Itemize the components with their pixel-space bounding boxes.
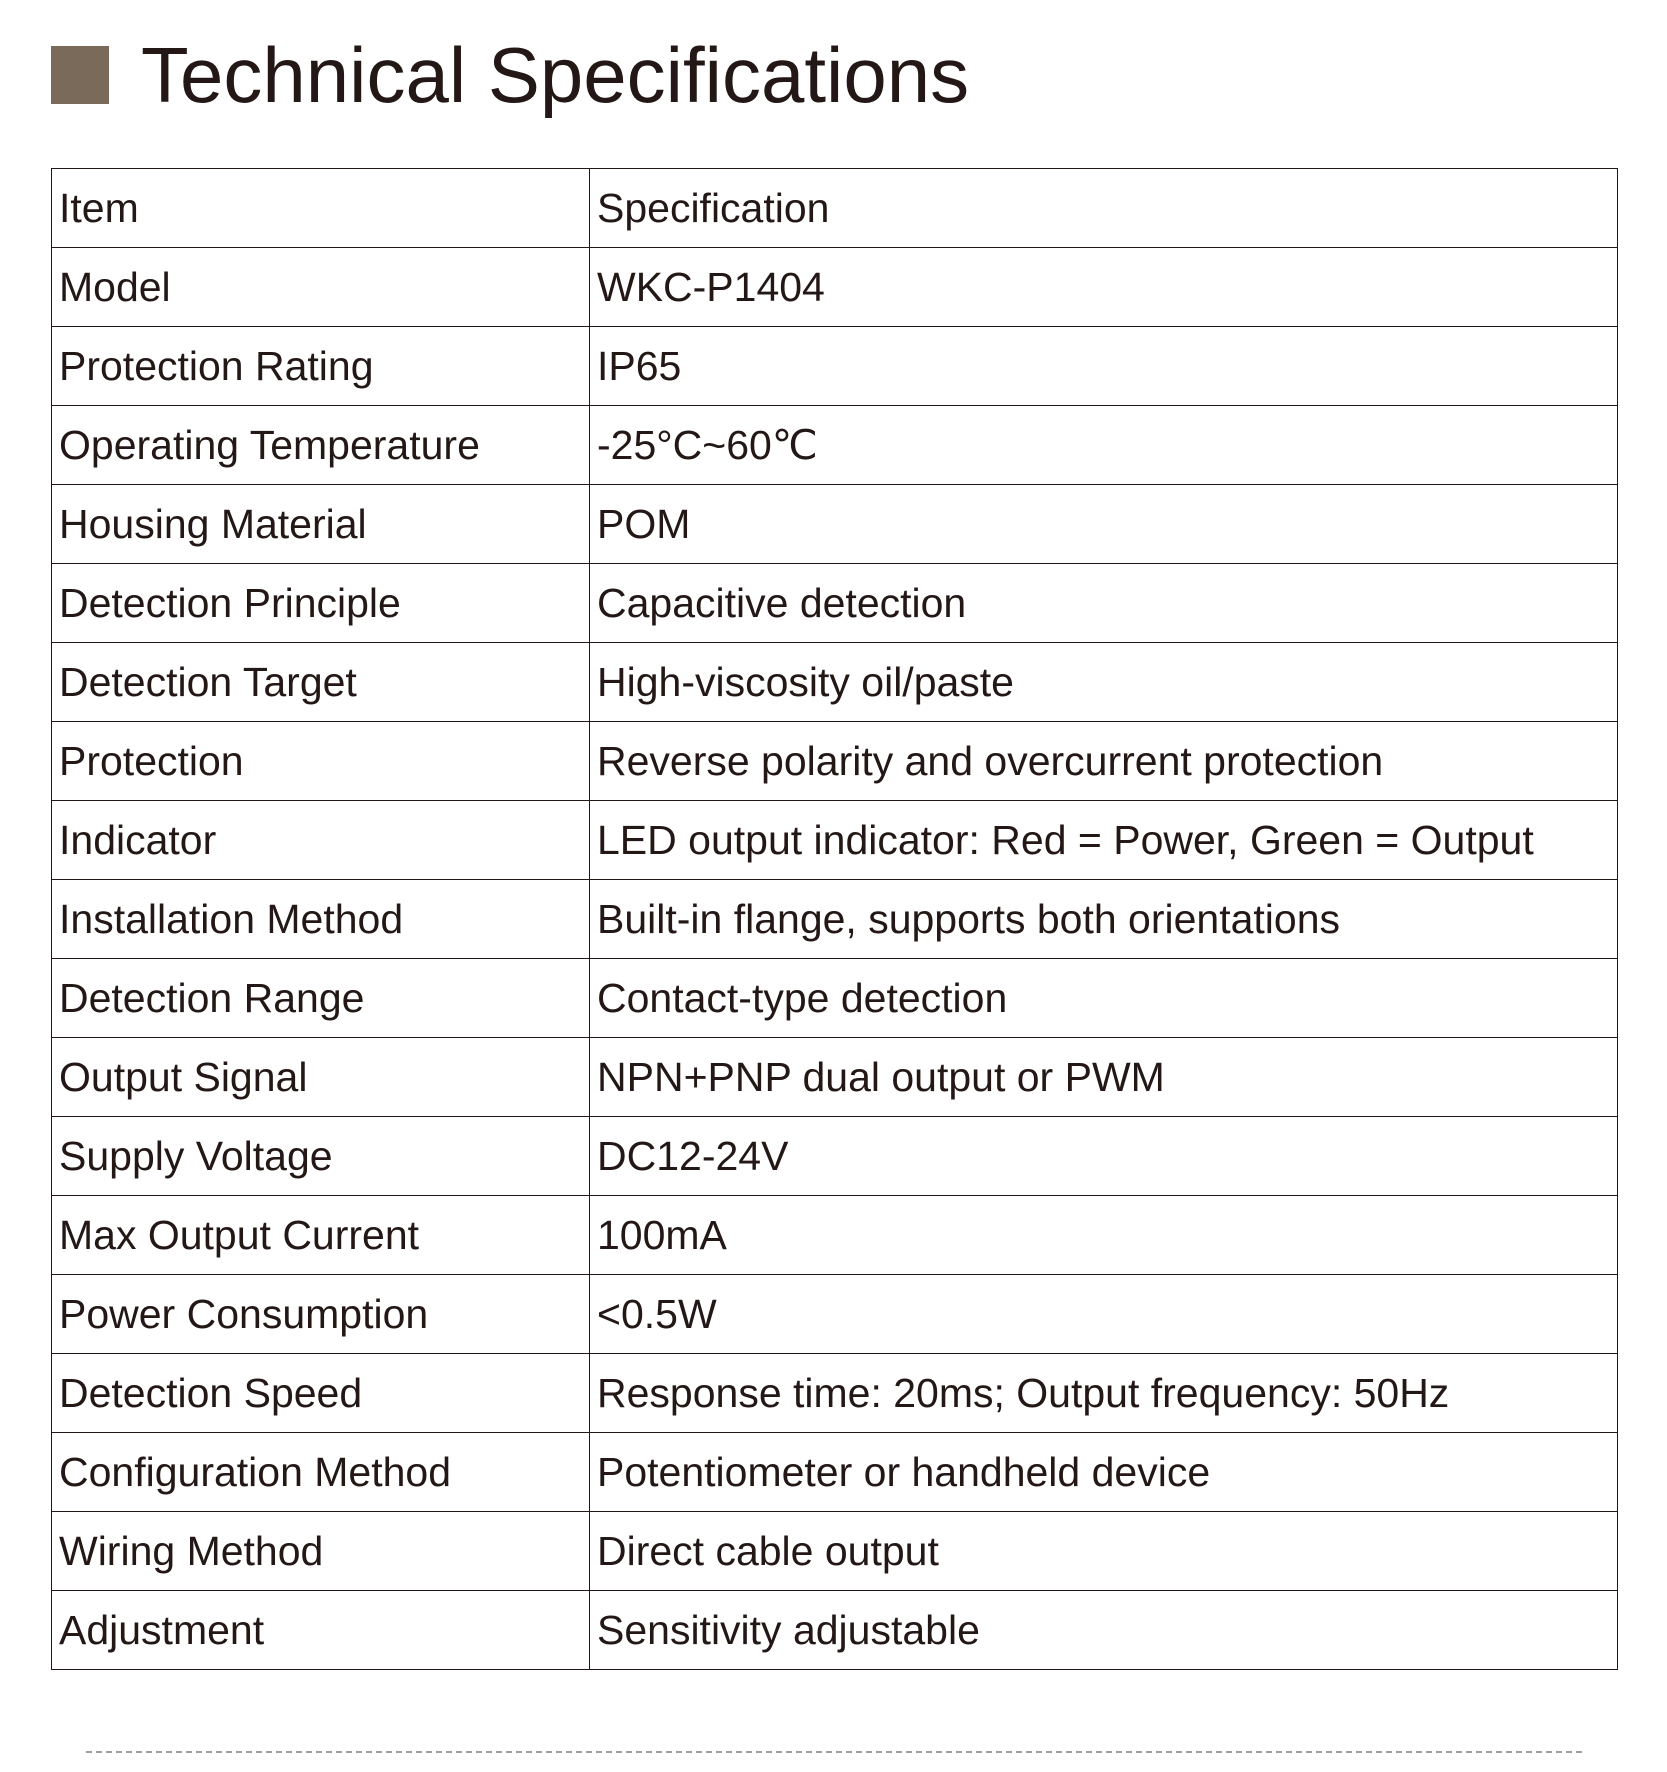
table-row bbox=[52, 485, 1618, 564]
specification-cell: WKC-P1404 bbox=[590, 248, 1618, 327]
table-header-row bbox=[52, 169, 1618, 248]
specification-cell: High-viscosity oil/paste bbox=[590, 643, 1618, 722]
item-cell: Detection Range bbox=[52, 959, 590, 1038]
item-cell: Adjustment bbox=[52, 1591, 590, 1670]
specification-cell: LED output indicator: Red = Power, Green = Output bbox=[590, 801, 1618, 880]
specification-cell: NPN+PNP dual output or PWM bbox=[590, 1038, 1618, 1117]
specification-cell: Potentiometer or handheld device bbox=[590, 1433, 1618, 1512]
table-row bbox=[52, 1591, 1618, 1670]
specification-cell: DC12-24V bbox=[590, 1117, 1618, 1196]
specification-cell: POM bbox=[590, 485, 1618, 564]
table-row bbox=[52, 643, 1618, 722]
table-row bbox=[52, 1354, 1618, 1433]
item-cell: Detection Principle bbox=[52, 564, 590, 643]
item-cell: Detection Speed bbox=[52, 1354, 590, 1433]
item-cell: Housing Material bbox=[52, 485, 590, 564]
item-cell: Wiring Method bbox=[52, 1512, 590, 1591]
table-row bbox=[52, 564, 1618, 643]
table-row bbox=[52, 327, 1618, 406]
item-cell: Indicator bbox=[52, 801, 590, 880]
section-header bbox=[51, 30, 969, 120]
item-cell: Power Consumption bbox=[52, 1275, 590, 1354]
item-cell: Configuration Method bbox=[52, 1433, 590, 1512]
item-cell: Protection bbox=[52, 722, 590, 801]
item-cell: Supply Voltage bbox=[52, 1117, 590, 1196]
item-cell: Output Signal bbox=[52, 1038, 590, 1117]
spec-table bbox=[51, 168, 1618, 1670]
specification-cell: 100mA bbox=[590, 1196, 1618, 1275]
table-row bbox=[52, 880, 1618, 959]
table-row bbox=[52, 406, 1618, 485]
specification-cell: Contact-type detection bbox=[590, 959, 1618, 1038]
table-row bbox=[52, 1512, 1618, 1591]
item-cell: Max Output Current bbox=[52, 1196, 590, 1275]
dashed-divider bbox=[86, 1751, 1582, 1753]
table-row bbox=[52, 1117, 1618, 1196]
specification-cell: -25°C~60℃ bbox=[590, 406, 1618, 485]
specification-cell: Reverse polarity and overcurrent protection bbox=[590, 722, 1618, 801]
item-cell: Detection Target bbox=[52, 643, 590, 722]
table-row bbox=[52, 722, 1618, 801]
table-row bbox=[52, 1038, 1618, 1117]
section-marker-square bbox=[51, 46, 109, 104]
item-cell: Installation Method bbox=[52, 880, 590, 959]
specification-cell: Built-in flange, supports both orientations bbox=[590, 880, 1618, 959]
specification-cell: Direct cable output bbox=[590, 1512, 1618, 1591]
table-row bbox=[52, 1196, 1618, 1275]
spec-table-body bbox=[52, 169, 1618, 1670]
page-title: Technical Specifications bbox=[141, 31, 970, 119]
table-row bbox=[52, 1275, 1618, 1354]
column-header-item: Item bbox=[52, 169, 590, 248]
specification-cell: <0.5W bbox=[590, 1275, 1618, 1354]
specification-cell: Capacitive detection bbox=[590, 564, 1618, 643]
table-row bbox=[52, 801, 1618, 880]
table-row bbox=[52, 1433, 1618, 1512]
item-cell: Operating Temperature bbox=[52, 406, 590, 485]
table-row bbox=[52, 248, 1618, 327]
specification-cell: Response time: 20ms; Output frequency: 50Hz bbox=[590, 1354, 1618, 1433]
specification-cell: Sensitivity adjustable bbox=[590, 1591, 1618, 1670]
table-row bbox=[52, 959, 1618, 1038]
item-cell: Protection Rating bbox=[52, 327, 590, 406]
column-header-specification: Specification bbox=[590, 169, 1618, 248]
specification-cell: IP65 bbox=[590, 327, 1618, 406]
item-cell: Model bbox=[52, 248, 590, 327]
